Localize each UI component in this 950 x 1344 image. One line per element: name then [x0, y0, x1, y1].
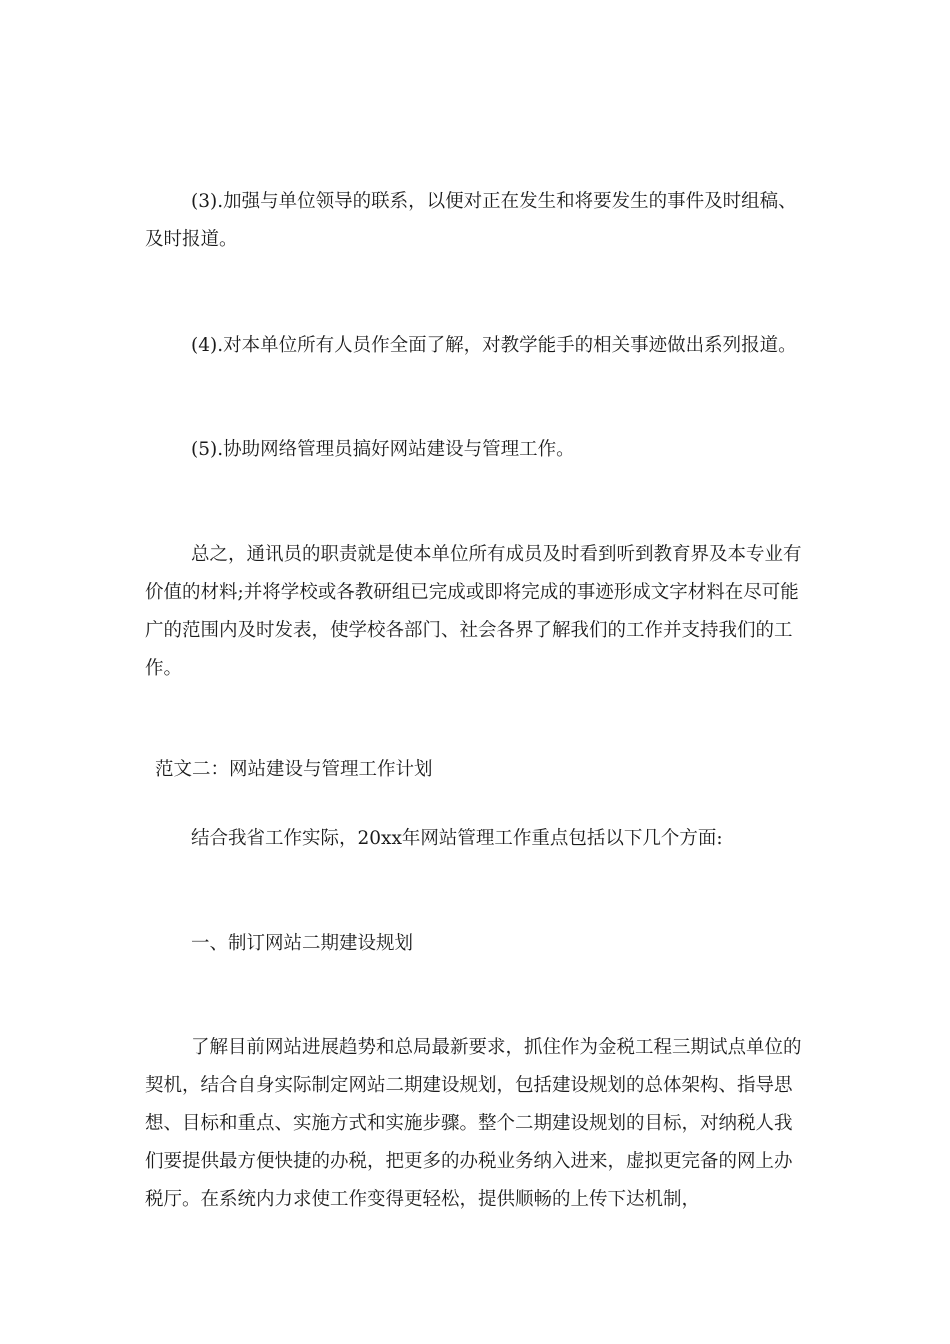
paragraph-intro: 结合我省工作实际，20xx年网站管理工作重点包括以下几个方面:: [191, 828, 723, 849]
subheading-plan: 一、制订网站二期建设规划: [191, 933, 414, 954]
paragraph-item-4: (4).对本单位所有人员作全面了解，对教学能手的相关事迹做出系列报道。: [191, 335, 797, 356]
section-title: 范文二：网站建设与管理工作计划: [155, 759, 433, 780]
paragraph-plan-details: 了解目前网站进展趋势和总局最新要求，抓住作为金税工程三期试点单位的契机，结合自身实际制定网站二期建设规划，包括建设规划的总体架构、指导思想、目标和重点、实施方式和实施步骤。整个二期建设规划的目标，对纳税人我们要提供最方便快捷的办税，把更多的办税业务纳入进来，虚拟更完备的网上办税厅。在系统内力求使工作变得更轻松，提供顺畅的上传下达机制，: [145, 1037, 802, 1210]
paragraph-item-5: (5).协助网络管理员搞好网站建设与管理工作。: [191, 439, 575, 460]
paragraph-item-3: (3).加强与单位领导的联系，以便对正在发生和将要发生的事件及时组稿、及时报道。: [145, 191, 797, 250]
paragraph-summary: 总之，通讯员的职责就是使本单位所有成员及时看到听到教育界及本专业有价值的材料;并将学校或各教研组已完成或即将完成的事迹形成文字材料在尽可能广的范围内及时发表，使学校各部门、社会各界了解我们的工作并支持我们的工作。: [145, 544, 802, 679]
